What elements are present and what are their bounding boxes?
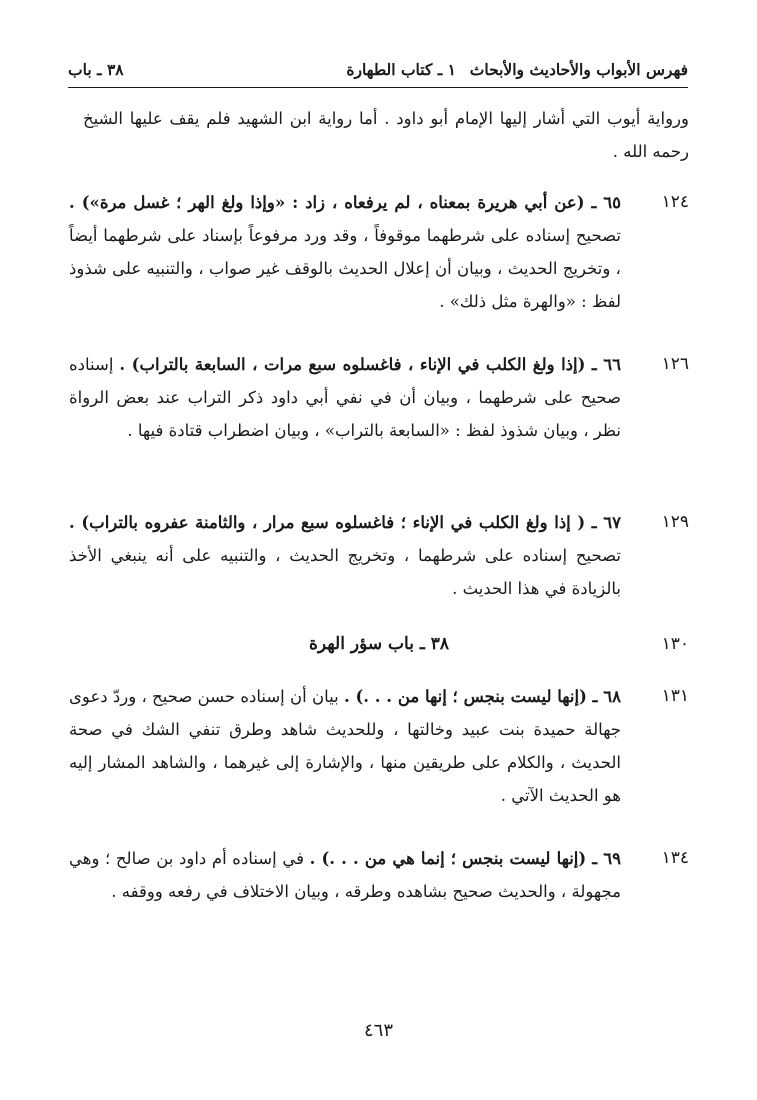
section-page-number: ١٣٠ xyxy=(661,634,689,654)
entry-page-number: ١٢٩ xyxy=(661,512,689,532)
running-header xyxy=(68,58,688,86)
entry-page-number: ١٣١ xyxy=(661,686,689,706)
entry-page-number: ١٢٤ xyxy=(661,192,689,212)
entry-page-number: ١٢٦ xyxy=(661,354,689,374)
entry-text xyxy=(69,186,621,318)
page-number: ٤٦٣ xyxy=(363,1020,393,1041)
entry-commentary: إسناده صحيح على شرطهما ، وبيان أن في نفي أبي داود ذكر التراب عند بعض الرواة نظر ، وبيان شذوذ لفظ : «السابعة بالتراب» ، وبيان اضطراب قتادة فيها . xyxy=(69,355,621,440)
header-book-title: ١ ـ كتاب الطهارة xyxy=(346,60,456,79)
entry-text xyxy=(69,348,621,447)
header-chapter-label: ٣٨ ـ باب xyxy=(68,60,124,79)
entry-hadith: ٦٦ ـ (إذا ولغ الكلب في الإناء ، فاغسلوه سبع مرات ، السابعة بالتراب) . xyxy=(119,355,621,374)
entry-hadith: ٦٩ ـ (إنها ليست بنجس ؛ إنما هي من . . .) . xyxy=(309,849,621,868)
entry-commentary: في إسناده أم داود بن صالح ؛ وهي مجهولة ، والحديث صحيح بشاهده وطرقه ، وبيان الاختلاف في رفعه ووقفه . xyxy=(69,849,621,901)
entry-hadith: ٦٧ ـ ( إذا ولغ الكلب في الإناء ؛ فاغسلوه سبع مرار ، والثامنة عفروه بالتراب) . xyxy=(69,513,621,532)
entry-commentary: تصحيح إسناده على شرطهما موقوفاً ، وقد ورد مرفوعاً بإسناد على شرطهما أيضاً ، وتخريج الحديث ، وبيان أن إعلال الحديث بالوقف غير صواب ، والتنبيه على شذوذ لفظ : «والهرة مثل ذلك» . xyxy=(69,226,621,311)
entry-text xyxy=(69,842,621,908)
entry-commentary: بيان أن إسناده حسن صحيح ، وردّ دعوى جهالة حميدة بنت عبيد وخالتها ، وللحديث شاهد وطرق تنفي الشك في صحة الحديث ، والكلام على طريقين منها ، والإشارة إلى غيرهما ، والشاهد المشار إليه هو الحديث الآتي . xyxy=(69,687,621,805)
section-title: ٣٨ ـ باب سؤر الهرة xyxy=(308,634,450,654)
entry-hadith: ٦٥ ـ (عن أبي هريرة بمعناه ، لم يرفعاه ، زاد : «وإذا ولغ الهر ؛ غسل مرة») . xyxy=(69,193,621,212)
entry-text xyxy=(69,506,621,605)
header-index-title: فهرس الأبواب والأحاديث والأبحاث xyxy=(469,60,688,79)
entry-commentary: تصحيح إسناده على شرطهما ، وتخريج الحديث ، والتنبيه على أنه ينبغي الأخذ بالزيادة في هذا الحديث . xyxy=(69,546,621,598)
entry-text xyxy=(69,680,621,812)
header-rule xyxy=(68,87,688,88)
entry-hadith: ٦٨ ـ (إنها ليست بنجس ؛ إنها من . . .) . xyxy=(343,687,621,706)
intro-paragraph: ورواية أيوب التي أشار إليها الإمام أبو داود . أما رواية ابن الشهيد فلم يقف عليها الشيخ رحمه الله . xyxy=(83,109,689,161)
entry-page-number: ١٣٤ xyxy=(661,848,689,868)
